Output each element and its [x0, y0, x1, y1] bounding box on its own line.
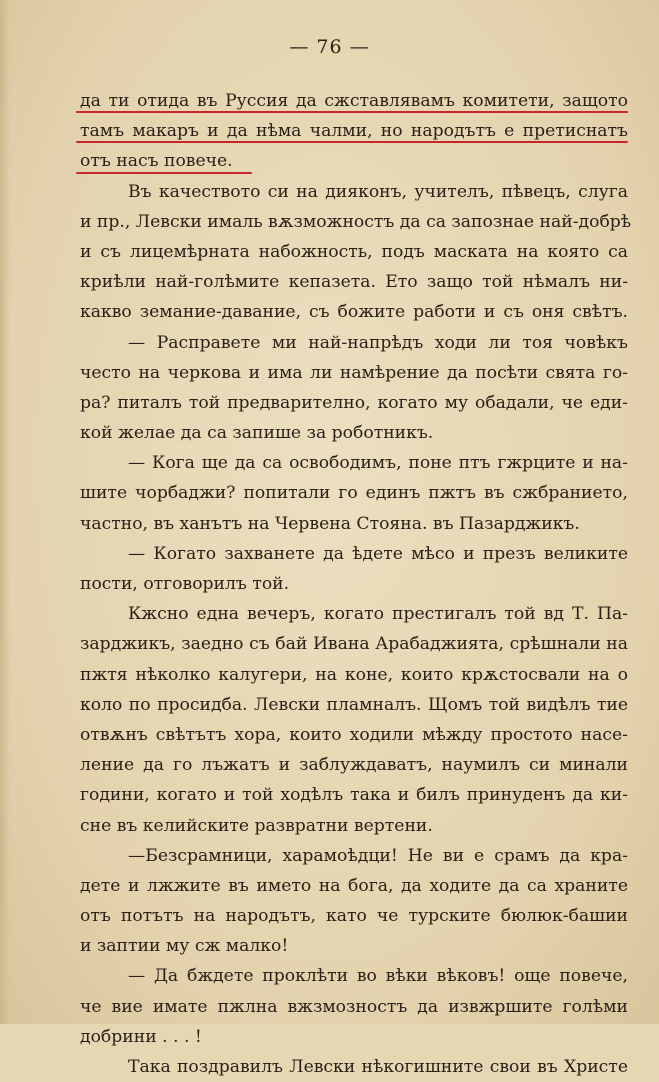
text-line: често на черкова и има ли намѣрение да посѣти свята го-: [80, 362, 628, 383]
text-line-underlined: отъ насъ повече.: [80, 146, 628, 176]
text-line: години, когато и той ходѣлъ така и билъ принуденъ да ки-: [80, 785, 628, 806]
text-line: — Да бждете проклѣти во вѣки вѣковъ! още повече,: [128, 966, 628, 987]
body-text: [80, 86, 632, 1082]
text-line: ление да го лъжатъ и заблуждаватъ, наумилъ си минали: [80, 755, 628, 776]
text-line: частно, въ ханътъ на Червена Стояна. въ Пазарджикъ.: [80, 513, 580, 534]
text-line: какво земание-давание, съ божите работи и съ оня свѣтъ.: [80, 302, 628, 323]
text-line: че вие имате пжлна вжзмозностъ да извжршите голѣми: [80, 996, 628, 1017]
text-line: и съ лицемѣрната набожность, подъ маската на която са: [80, 241, 628, 262]
text-line: сне въ келийските развратни вертени.: [80, 815, 433, 836]
text-line: пости, отговорилъ той.: [80, 574, 290, 594]
text-line: дете и лжжите въ името на бога, да ходите да са храните: [80, 875, 628, 896]
text-line: —Безсрамници, харамоѣдци! Не ви е срамъ да кра-: [128, 845, 628, 866]
text-line: и пр., Левски ималь вѫзможностъ да са запознае най-добрѣ: [80, 211, 632, 232]
text-line: отъ потътъ на народътъ, като че турските бюлюк-башии: [80, 906, 628, 927]
text-line: пжтя нѣколко калугери, на коне, които крѫстосвали на о: [80, 664, 628, 685]
text-line-underlined: тамъ макаръ и да нѣма чалми, но народътъ е претиснатъ: [80, 116, 628, 146]
text-line: коло по просидба. Левски пламналъ. Щомъ той видѣлъ тие: [80, 694, 628, 715]
text-line: Така поздравилъ Левски нѣкогишните свои въ Христе: [128, 1057, 628, 1077]
text-line: кой желае да са запише за роботникъ.: [80, 423, 434, 444]
text-line-underlined: да ти отида въ Руссия да сжставлявамъ комитети, защото: [80, 86, 628, 116]
text-line: — Расправете ми най-напрѣдъ ходи ли тоя човѣкъ: [128, 332, 628, 353]
text-line: Кжсно една вечеръ, когато престигалъ той вд Т. Па-: [128, 604, 628, 625]
text-line: ра? питалъ той предварително, когато му обадали, че еди-: [80, 392, 628, 413]
page-number: — 76 —: [289, 36, 370, 58]
text-line: — Кога ще да са освободимъ, поне птъ гжрците и на-: [128, 453, 628, 474]
text-line: шите чорбаджи? попитали го единъ пжтъ въ сжбранието,: [80, 483, 628, 504]
text-line: добрини . . . !: [80, 1026, 202, 1047]
page-edge-shadow: [0, 0, 10, 1024]
text-line: Въ качеството си на дияконъ, учителъ, пѣвецъ, слуга: [128, 181, 628, 202]
text-line: — Когато захванете да ѣдете мѣсо и презъ великите: [128, 543, 628, 564]
text-line: и заптии му сж малко!: [80, 936, 289, 957]
text-line: зарджикъ, заедно съ бай Ивана Арабаджията, срѣшнали на: [80, 634, 628, 655]
text-line: криѣли най-голѣмите кепазета. Ето защо той нѣмалъ ни-: [80, 272, 628, 293]
text-line: отвѫнъ свѣтътъ хора, които ходили мѣжду простото насе-: [80, 724, 628, 745]
